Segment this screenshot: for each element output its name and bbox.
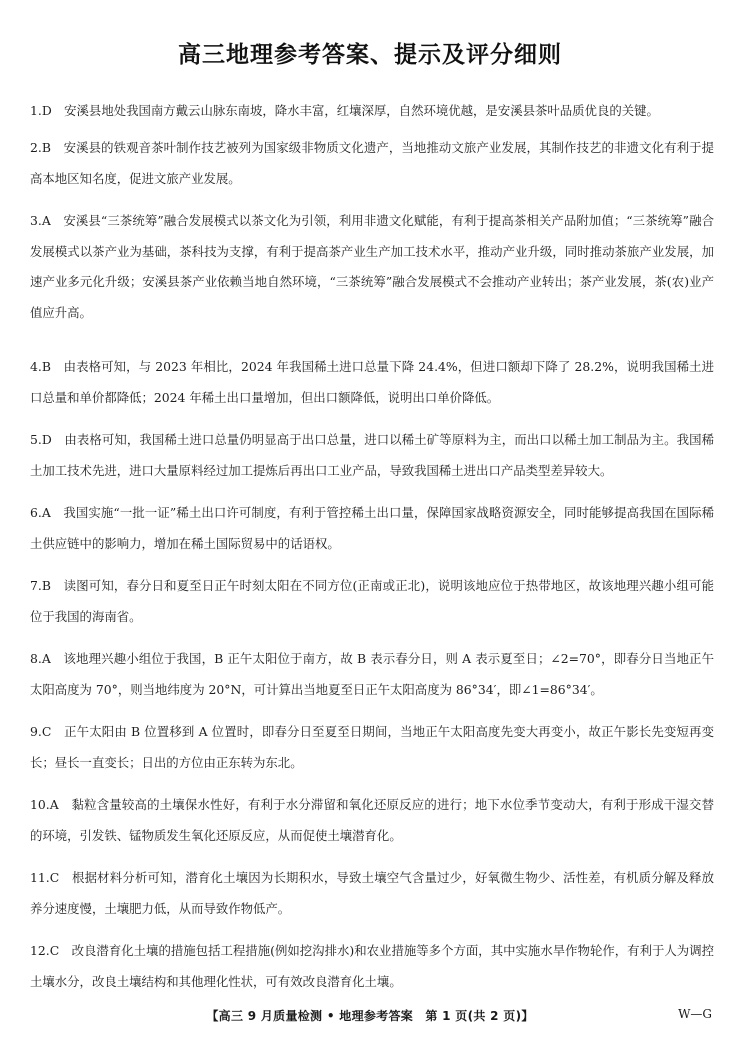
answer-number: 10.A (30, 797, 59, 812)
answer-explanation: 安溪县的铁观音茶叶制作技艺被列为国家级非物质文化遗产，当地推动文旅产业发展，其制作技艺的非遗文化有利于提高本地区知名度，促进文旅产业发展。 (30, 140, 715, 186)
answer-number: 3.A (30, 213, 51, 228)
answer-explanation: 安溪县地处我国南方戴云山脉东南坡，降水丰富，红壤深厚，自然环境优越，是安溪县茶叶品质优良的关键。 (64, 103, 659, 118)
answer-item-8 (30, 644, 714, 705)
answer-number: 11.C (30, 870, 60, 885)
answer-item-9 (30, 717, 714, 778)
answer-explanation: 改良潜育化土壤的措施包括工程措施(例如挖沟排水)和农业措施等多个方面，其中实施水旱作物轮作，有利于人为调控土壤水分，改良土壤结构和其他理化性状，可有效改良潜育化土壤。 (30, 943, 714, 989)
answer-item-7 (30, 571, 714, 632)
answer-number: 12.C (30, 943, 60, 958)
answer-explanation: 由表格可知，与 2023 年相比，2024 年我国稀土进口总量下降 24.4%，但进口额却下降了 28.2%，说明我国稀土进口总量和单价都降低；2024 年稀土出口量增加，但出口额降低，说明出口单价降低。 (30, 359, 715, 405)
answer-explanation: 读图可知，春分日和夏至日正午时刻太阳在不同方位(正南或正北)，说明该地应位于热带地区，故该地理兴趣小组可能位于我国的海南省。 (30, 578, 715, 624)
answer-number: 6.A (30, 505, 51, 520)
answer-item-10 (30, 790, 714, 851)
answer-number: 2.B (30, 140, 51, 155)
answer-item-6 (30, 498, 714, 559)
answer-explanation: 该地理兴趣小组位于我国，B 正午太阳位于南方，故 B 表示春分日，则 A 表示夏至日；∠2=70°，即春分日当地正午太阳高度为 70°，则当地纬度为 20°N，可计算出当地夏至日正午太阳高度为 86°34′，即∠1=86°34′。 (30, 651, 714, 697)
answer-item-2 (30, 133, 714, 194)
footer-code: W—G (678, 1007, 712, 1021)
answer-number: 7.B (30, 578, 51, 593)
answer-item-1 (30, 96, 714, 127)
page-footer (0, 1007, 740, 1027)
answer-explanation: 安溪县“三茶统筹”融合发展模式以茶文化为引领，利用非遗文化赋能，有利于提高茶相关产品附加值；“三茶统筹”融合发展模式以茶产业为基础，茶科技为支撑，有利于提高茶产业生产加工技术水平，推动产业升级，同时推动茶旅产业发展，加速产业多元化升级；安溪县茶产业依赖当地自然环境，“三茶统筹”融合发展模式不会推动产业转出；茶产业发展，茶(农)业产值应升高。 (30, 213, 715, 320)
answer-item-12 (30, 936, 714, 997)
answer-number: 8.A (30, 651, 51, 666)
answer-explanation: 正午太阳由 B 位置移到 A 位置时，即春分日至夏至日期间，当地正午太阳高度先变大再变小，故正午影长先变短再变长；昼长一直变长；日出的方位由正东转为东北。 (30, 724, 715, 770)
answer-number: 1.D (30, 103, 52, 118)
answer-explanation: 根据材料分析可知，潜育化土壤因为长期积水，导致土壤空气含量过少，好氧微生物少、活性差，有机质分解及释放养分速度慢，土壤肥力低，从而导致作物低产。 (30, 870, 715, 916)
page-title: 高三地理参考答案、提示及评分细则 (178, 42, 562, 68)
answer-item-11 (30, 863, 714, 924)
answer-number: 5.D (30, 432, 52, 447)
answer-explanation: 我国实施“一批一证”稀土出口许可制度，有利于管控稀土出口量，保障国家战略资源安全，同时能够提高我国在国际稀土供应链中的影响力，增加在稀土国际贸易中的话语权。 (30, 505, 714, 551)
answer-item-5 (30, 425, 714, 486)
footer-page-info: 【高三 9 月质量检测 • 地理参考答案 第 1 页(共 2 页)】 (206, 1009, 534, 1023)
answer-item-4 (30, 352, 714, 413)
answer-number: 4.B (30, 359, 51, 374)
answer-explanation: 由表格可知，我国稀土进口总量仍明显高于出口总量，进口以稀土矿等原料为主，而出口以稀土加工制品为主。我国稀土加工技术先进，进口大量原料经过加工提炼后再出口工业产品，导致我国稀土进出口产品类型差异较大。 (30, 432, 715, 478)
answer-item-3 (30, 206, 714, 328)
answer-number: 9.C (30, 724, 52, 739)
answer-explanation: 黏粒含量较高的土壤保水性好，有利于水分滞留和氧化还原反应的进行；地下水位季节变动大，有利于形成干湿交替的环境，引发铁、锰物质发生氧化还原反应，从而促使土壤潜育化。 (30, 797, 715, 843)
